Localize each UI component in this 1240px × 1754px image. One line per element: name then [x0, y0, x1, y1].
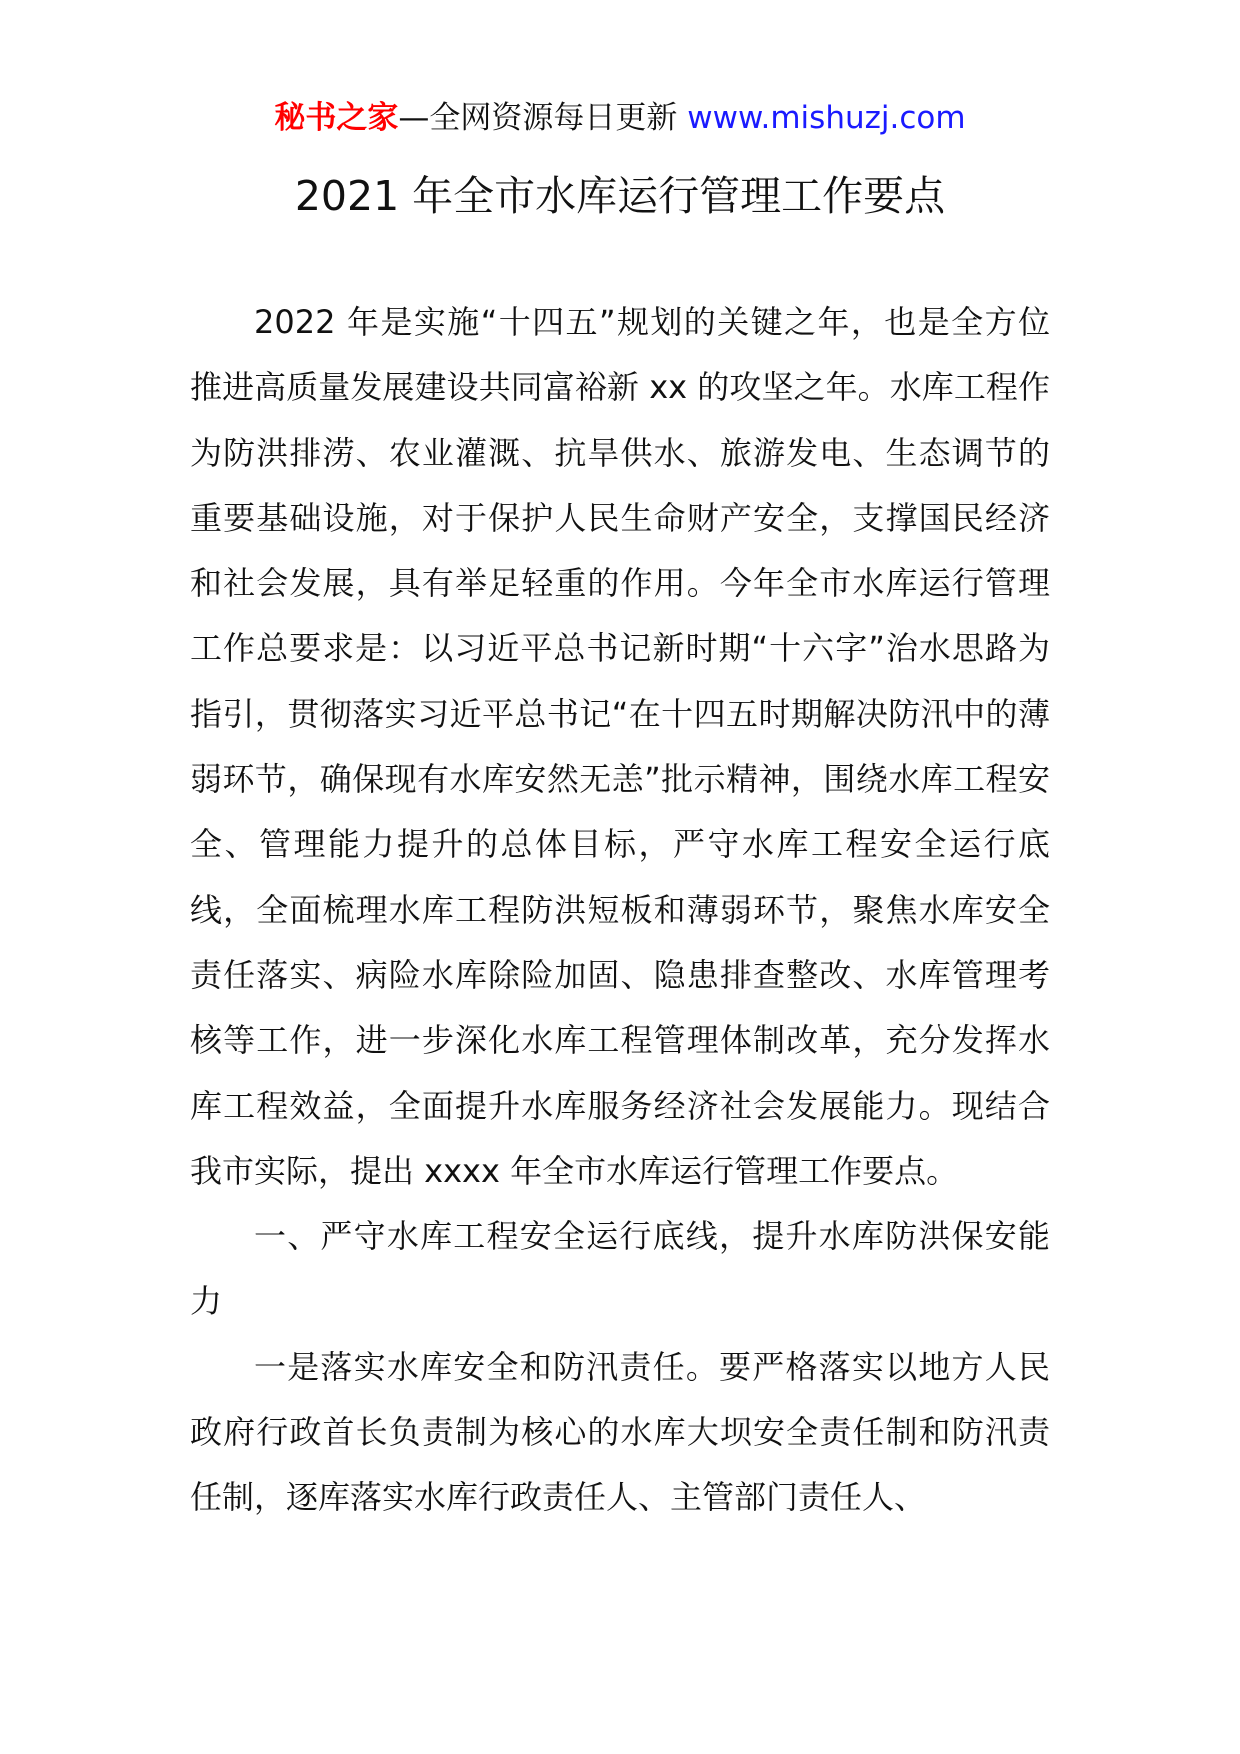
document-body [190, 290, 1050, 1531]
site-banner [0, 98, 1240, 138]
section-1-item-1: 一是落实水库安全和防汛责任。要严格落实以地方人民政府行政首长负责制为核心的水库大坝安全责任制和防汛责任制，逐库落实水库行政责任人、主管部门责任人、 [190, 1347, 1050, 1517]
document-title: 2021 年全市水库运行管理工作要点 [294, 172, 946, 220]
intro-paragraph: 2022 年是实施“十四五”规划的关键之年，也是全方位推进高质量发展建设共同富裕新 xx 的攻坚之年。水库工程作为防洪排涝、农业灌溉、抗旱供水、旅游发电、生态调节的重要基础设施，对于保护人民生命财产安全，支撑国民经济和社会发展，具有举足轻重的作用。今年全市水库运行管理工作总要求是：以习近平总书记新时期“十六字”治水思路为指引，贯彻落实习近平总书记“在十四五时期解决防汛中的薄弱环节，确保现有水库安然无恙”批示精神，围绕水库工程安全、管理能力提升的总体目标，严守水库工程安全运行底线，全面梳理水库工程防洪短板和薄弱环节，聚焦水库安全责任落实、病险水库除险加固、隐患排查整改、水库管理考核等工作，进一步深化水库工程管理体制改革，充分发挥水库工程效益，全面提升水库服务经济社会发展能力。现结合我市实际，提出 xxxx 年全市水库运行管理工作要点。 [190, 303, 1050, 1190]
site-slogan: —全网资源每日更新 [398, 100, 678, 136]
section-heading-1: 一、严守水库工程安全运行底线，提升水库防洪保安能力 [190, 1217, 1050, 1321]
site-brand: 秘书之家 [274, 100, 399, 136]
site-url-link[interactable]: www.mishuzj.com [687, 100, 966, 136]
